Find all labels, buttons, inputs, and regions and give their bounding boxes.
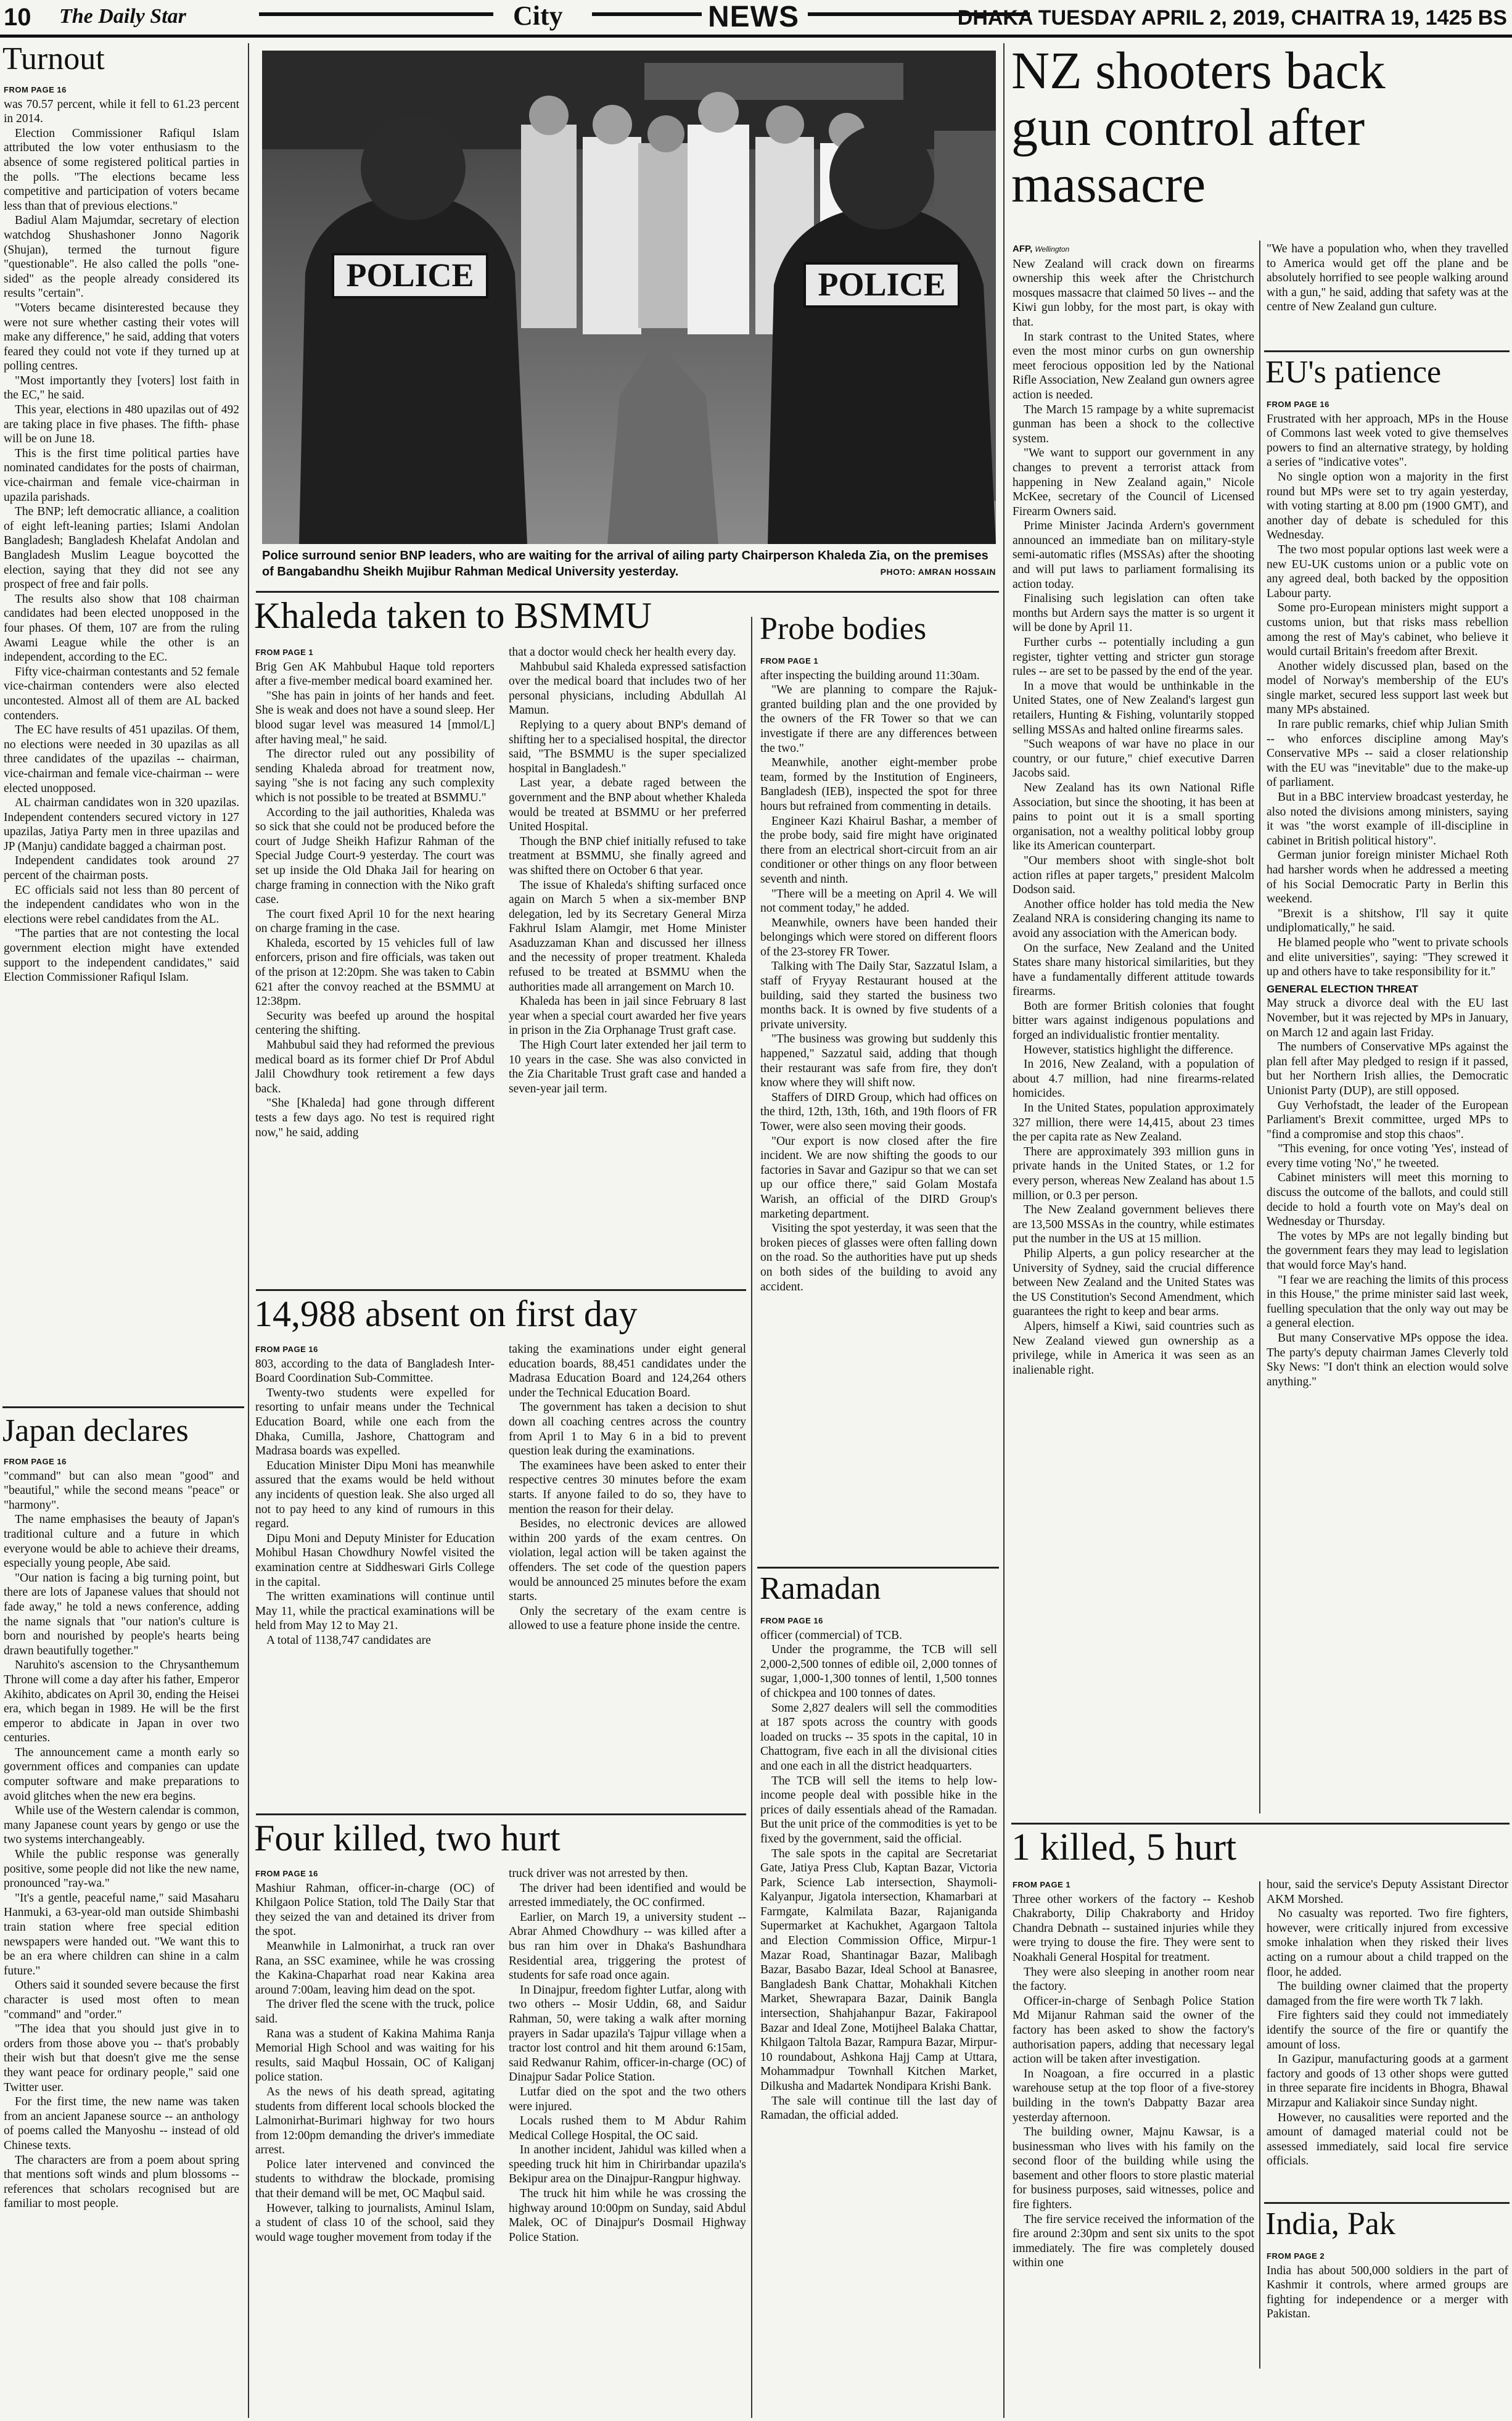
paragraph: "She has pain in joints of her hands and feet. She is weak and does not have a sound sleep. Her blood sugar level was measured 14 [mmol/L] after having meal," he said. (255, 689, 495, 746)
absent-col2 (509, 1342, 746, 1811)
eu-from: FROM PAGE 16 (1267, 400, 1329, 409)
absent-headline: 14,988 absent on first day (254, 1293, 638, 1334)
nz-col1 (1013, 242, 1254, 1815)
nz-col2 (1267, 242, 1508, 347)
turnout-body (4, 97, 239, 985)
paragraph: The court fixed April 10 for the next hearing on charge framing in the case. (255, 907, 495, 936)
paragraph: In another incident, Jahidul was killed when a speeding truck hit him in Chirirbandar upazila's Bekipur area on the Dinajpur-Rangpur highway. (509, 2143, 746, 2186)
japan-body (4, 1469, 239, 2211)
paragraph: They were also sleeping in another room near the factory. (1013, 1965, 1254, 1994)
paragraph: Lutfar died on the spot and the two others were injured. (509, 2085, 746, 2113)
paragraph: Badiul Alam Majumdar, secretary of election watchdog Shushashoner Jonno Nagorik (Shujan), termed the turnout figure "questionable". He also called the polls "one-sided" as the people already considered its results "certain". (4, 214, 239, 300)
khaleda-from: FROM PAGE 1 (255, 648, 314, 657)
khaleda-headline: Khaleda taken to BSMMU (254, 595, 652, 636)
paragraph: In a move that would be unthinkable in the United States, one of New Zealand's largest gun retailers, Hunting & Fishing, voluntarily stopped selling MSSAs and halted online firearms sales. (1013, 679, 1254, 736)
paragraph: However, talking to journalists, Aminul Islam, a student of class 10 of the school, said they would wage tougher movement from today if the (255, 2201, 495, 2244)
india-article (1267, 2249, 1508, 2419)
paragraph: The building owner claimed that the property damaged from the fire were worth Tk 7 lakh. (1267, 1980, 1508, 2008)
paragraph: Some pro-European ministers might support a customs union, but that risks mass rebellion among the rest of May's cabinet, who believe it would curtail Britain's freedom after Brexit. (1267, 601, 1508, 659)
paragraph: "Our members shoot with single-shot bolt action rifles at paper targets," president Malcolm Dodson said. (1013, 854, 1254, 897)
fourkilled-col2 (509, 1866, 746, 2419)
story-divider (1264, 2202, 1510, 2204)
paragraph: There are approximately 393 million guns in private hands in the United States, or 1.2 for every person, whereas New Zealand has about 1.5 million, or 0.3 per person. (1013, 1145, 1254, 1202)
india-from: FROM PAGE 2 (1267, 2251, 1325, 2261)
paragraph: Last year, a debate raged between the government and the BNP about whether Khaleda would be treated at BSMMU or her preferred United Hospital. (509, 777, 746, 834)
paragraph: Prime Minister Jacinda Ardern's government announced an immediate ban on military-style semi-automatic rifles (MSSAs) after the shooting and will put laws to parliament formalising its action today. (1013, 519, 1254, 591)
paragraph: No casualty was reported. Two fire fighters, however, were critically injured from excessive smoke inhalation when they risked their lives acting on a rumour about a child trapped on the floor, he added. (1267, 1907, 1508, 1979)
paragraph: hour, said the service's Deputy Assistant Director AKM Morshed. (1267, 1878, 1508, 1906)
paragraph: While the public response was generally positive, some people did not like the new name, pronounced "ray-wa." (4, 1848, 239, 1891)
fourkilled-col1-body (255, 1881, 495, 2245)
khaleda-col1-body (255, 660, 495, 1140)
paragraph: Cabinet ministers will meet this morning to discuss the outcome of the ballots, and could still decide to hold a fourth vote on May's deal on Wednesday or Thursday. (1267, 1171, 1508, 1229)
masthead: The Daily Star (59, 5, 186, 28)
paragraph: 803, according to the data of Bangladesh Inter-Board Coordination Sub-Committee. (255, 1357, 495, 1385)
paragraph: Both are former British colonies that fought bitter wars against indigenous populations and forged an individualistic frontier mentality. (1013, 999, 1254, 1042)
paragraph: Earlier, on March 19, a university student -- Abrar Ahmed Chowdhury -- was killed after a bus ran him over in Dhaka's Bashundhara Residential area, triggering the protest of students for safe road once again. (509, 1910, 746, 1982)
photo-caption: Police surround senior BNP leaders, who are waiting for the arrival of ailing party Chairperson Khaleda Zia, on the premises of Bangabandhu Sheikh Mujibur Rahman Medical University yesterday. (262, 549, 988, 579)
paragraph: Naruhito's ascension to the Chrysanthemum Throne will come a day after his father, Emperor Akihito, abdicates on April 30, ending the Heisei era, which began in 1989. He will be the first emperor to abdicate in Japan in over two centuries. (4, 1659, 239, 1745)
nz-place: Wellington (1035, 245, 1070, 254)
column-rule (1259, 241, 1260, 1813)
paragraph: "Most importantly they [voters] lost faith in the EC," he said. (4, 374, 239, 402)
paragraph: Rana was a student of Kakina Mahima Ranja Memorial High School and was waiting for his results, said Maqbul Hossain, OC of Kaliganj police station. (255, 2027, 495, 2084)
paragraph: Others said it sounded severe because the first character is used most often to mean "command" and "order." (4, 1979, 239, 2021)
paragraph: "The parties that are not contesting the local government election might have extended support to the independent candidates," said Election Commissioner Rafiqul Islam. (4, 927, 239, 984)
paragraph: Staffers of DIRD Group, which had offices on the third, 12th, 13th, 16th, and 19th floors of FR Tower, were also seen moving their goods. (760, 1091, 997, 1133)
paragraph: truck driver was not arrested by then. (509, 1867, 688, 1880)
paragraph: Brig Gen AK Mahbubul Haque told reporters after a five-member medical board examined her. (255, 660, 495, 688)
page-header (0, 0, 1512, 38)
column-rule (1259, 1881, 1260, 2369)
paragraph: after inspecting the building around 11:30am. (760, 669, 980, 682)
paragraph: But in a BBC interview broadcast yesterday, he also noted the divisions among ministers, saying it was "the worst example of ill-discipline in cabinet in British political history". (1267, 791, 1508, 848)
paragraph: The name emphasises the beauty of Japan's traditional culture and a future in which everyone would be able to achieve their dreams, especially young people, Abe said. (4, 1513, 239, 1570)
khaleda-col2-body (509, 645, 746, 1096)
story-divider (256, 591, 999, 593)
paragraph: "We have a population who, when they travelled to America would get off the plane and be absolutely horrified to see people walking around with a gun," he said, adding that safety was at the centre of New Zealand gun culture. (1267, 242, 1508, 314)
nz-col1-body (1013, 257, 1254, 1378)
paragraph: Mahbubul said Khaleda expressed satisfaction over the medical board that includes two of her personal physicians, including Abdullah Al Mamun. (509, 660, 746, 717)
paragraph: The announcement came a month early so government offices and companies can update computer software and make preparations to avoid glitches when the new era begins. (4, 1746, 239, 1803)
paragraph: Fire fighters said they could not immediately identify the source of the fire or quantify the amount of loss. (1267, 2009, 1508, 2052)
paragraph: "She [Khaleda] had gone through different tests a few days ago. No test is required right now," he said, adding (255, 1097, 495, 1139)
paragraph: In Noagoan, a fire occurred in a plastic warehouse setup at the top floor of a five-storey building in the town's Dabpatty Bazar area yesterday afternoon. (1013, 2067, 1254, 2124)
paragraph: Election Commissioner Rafiqul Islam attributed the low voter enthusiasm to the absence of some registered political parties in the polls. "The elections became less competitive and participation of voters became less than that of previous elections." (4, 126, 239, 213)
paragraph: A total of 1138,747 candidates are (266, 1633, 431, 1647)
paragraph: was 70.57 percent, while it fell to 61.23 percent in 2014. (4, 97, 239, 126)
paragraph: Fifty vice-chairman contestants and 52 female vice-chairman contenders were also elected uncontested. Almost all of them are AL backed contenders. (4, 665, 239, 722)
paragraph: that a doctor would check her health every day. (509, 646, 736, 659)
paragraph: Further curbs -- potentially including a gun register, tighter vetting and stricter gun storage rules -- are set to be passed by the end of the year. (1013, 636, 1254, 678)
paragraph: The director ruled out any possibility of sending Khaleda abroad for treatment now, saying "she is not facing any such complexity which is not possible to be treated at BSMMU." (255, 748, 495, 804)
eu-body2 (1267, 996, 1508, 1389)
paragraph: "This evening, for once voting 'Yes', instead of every time voting 'No'," he tweeted. (1267, 1142, 1508, 1170)
japan-from: FROM PAGE 16 (4, 1457, 67, 1466)
paragraph: The TCB will sell the items to help low-income people deal with possible hike in the prices of daily essentials ahead of the Ramadan. But the unit price of the commodities is yet to be fixed by the government, said the official. (760, 1774, 997, 1846)
news-photo (262, 51, 996, 544)
paragraph: officer (commercial) of TCB. (760, 1628, 902, 1642)
paragraph: Besides, no electronic devices are allowed within 200 yards of the exam centres. On violation, legal action will be taken against the offenders. The set code of the question papers would be announced 25 minutes before the exam starts. (509, 1517, 746, 1604)
paragraph: In Gazipur, manufacturing goods at a garment factory and goods of 13 other shops were gutted in three separate fire incidents in Bhogra, Bhawal Mirzapur and Kaliakoir since Sunday night. (1267, 2053, 1508, 2110)
dateline: DHAKA TUESDAY APRIL 2, 2019, CHAITRA 19, 1425 BS (957, 6, 1507, 30)
paragraph: The sale spots in the capital are Secretariat Gate, Jatiya Press Club, Kaptan Bazar, Victoria Park, Science Lab intersection, Shaymoli-Kalyanpur, Jigatola intersection, Khamarbari at Farmgate, Kalmilata Bazar, Rajaniganda Supermarket at Kachukhet, Agargaon Taltola and Election Commission Office, Mirpur-1 Mazar Road, Shantinagar Bazar, Malibagh Bazar, Basabo Bazar, Ideal School at Banasree, Bangladesh Bank Chattar, Mohakhali Kitchen Market, Shewrapara Bazar, Dainik Bangla intersection, Shahjahanpur Bazar, Fakirapool Bazar and Ideal Zone, Motijheel Balaka Chattar, Khilgaon Taltola Bazar, Rampura Bazar, Mirpur-10 roundabout, Ashkona Hajj Camp at Uttara, Mohammadpur Townhall Kitchen Market, Dilkusha and Madartek Nondipara Krishi Bank. (760, 1847, 997, 2093)
paragraph: Philip Alperts, a gun policy researcher at the University of Sydney, said the crucial difference between New Zealand and the United States was the US Constitution's Second Amendment, which guarantees the right to keep and bear arms. (1013, 1247, 1254, 1319)
paragraph: EC officials said not less than 80 percent of the independent candidates who won in the elections were rebel candidates from the AL. (4, 883, 239, 926)
header-rule-mid (592, 12, 702, 16)
paragraph: "Voters became disinterested because they were not sure whether casting their votes will make any difference," he said, adding that voters feared they could not vote if they turned up at polling centres. (4, 301, 239, 373)
paragraph: While use of the Western calendar is common, many Japanese count years by gengo or use the two systems interchangeably. (4, 1804, 239, 1847)
paragraph: Only the secretary of the exam centre is allowed to use a feature phone inside the centre. (509, 1604, 746, 1633)
nz-agency: AFP, (1013, 244, 1033, 254)
turnout-headline: Turnout (2, 41, 105, 76)
paragraph: But many Conservative MPs oppose the idea. The party's deputy chairman James Cleverly told Sky News: "I don't think an election would solve anything." (1267, 1332, 1508, 1388)
paragraph: Talking with The Daily Star, Sazzatul Islam, a staff of Fryyay Restaurant housed at the building, said they started the business two months back. It is owned by five students of a private university. (760, 960, 997, 1031)
eu-article (1267, 397, 1508, 1816)
paragraph: The EC have results of 451 upazilas. Of them, no elections were needed in 30 upazilas as all three candidates of the upazilas -- chairman, vice-chairman and female vice-chairman -- were elected unopposed. (4, 724, 239, 795)
paragraph: "command" but can also mean "good" and "beautiful," while the second means "peace" or "harmony". (4, 1469, 239, 1512)
vest-label-right: POLICE (818, 266, 946, 303)
fourkilled-col1 (255, 1866, 495, 2419)
paragraph: However, statistics highlight the difference. (1024, 1043, 1234, 1057)
probe-headline: Probe bodies (760, 611, 927, 646)
paragraph: The numbers of Conservative MPs against the plan fell after May pledged to resign if it passed, but her Northern Irish allies, the Democratic Unionist Party (DUP), are still opposed. (1267, 1041, 1508, 1097)
paragraph: The driver fled the scene with the truck, police said. (255, 1998, 495, 2026)
paragraph: India has about 500,000 soldiers in the part of Kashmir it controls, where armed groups are fighting for independence or a merger with Pakistan. (1267, 2264, 1508, 2321)
paragraph: The government has taken a decision to shut down all coaching centres across the country from April 1 to May 6 in a bid to prevent question leak during the examinations. (509, 1401, 746, 1458)
nz-headline-line-2: gun control after (1011, 97, 1365, 157)
page-number: 10 (4, 4, 31, 31)
paragraph: Though the BNP chief initially refused to take treatment at BSMMU, she finally agreed and was shifted there on October 6 that year. (509, 835, 746, 877)
paragraph: In rare public remarks, chief whip Julian Smith -- who enforces discipline among May's Conservative MPs -- said a closer relationship with the EU was "inevitable" due to the make-up of parliament. (1267, 718, 1508, 790)
paragraph: For the first time, the new name was taken from an ancient Japanese source -- an anthology of poems called the Manyoshu -- instead of old Chinese texts. (4, 2095, 239, 2152)
paragraph: "I fear we are reaching the limits of this process in this House," the prime minister said last week, fuelling speculation that the only way out may be a general election. (1267, 1273, 1508, 1330)
paragraph: "Such weapons of war have no place in our country, or our future," chief executive Darren Jacobs said. (1013, 738, 1254, 780)
absent-col1 (255, 1342, 495, 1811)
paragraph: The truck hit him while he was crossing the highway around 10:00pm on Sunday, said Abdul Malek, OC of Dinajpur's Dosmail Highway Police Station. (509, 2187, 746, 2244)
paragraph: "We want to support our government in any changes to prevent a terrorist attack from happening in New Zealand again," Nicole McKee, secretary of the Council of Licensed Firearm Owners said. (1013, 447, 1254, 518)
paragraph: The sale will continue till the last day of Ramadan, the official added. (760, 2094, 997, 2122)
paragraph: Independent candidates took around 27 percent of the chairman posts. (4, 854, 239, 883)
nz-byline (1013, 242, 1254, 257)
column-rule (248, 43, 249, 2418)
onekilled-from: FROM PAGE 1 (1013, 1880, 1071, 1889)
ramadan-from: FROM PAGE 16 (760, 1616, 823, 1625)
japan-headline: Japan declares (2, 1413, 189, 1448)
paragraph: AL chairman candidates won in 320 upazilas. Independent contenders secured victory in 127 upazilas, Jatiya Party men in three upazilas and JP (Manju) candidate bagged a chairman post. (4, 796, 239, 853)
paragraph: taking the examinations under eight general education boards, 88,451 candidates under the Madrasa Education Board and 124,264 others under the Technical Education Board. (509, 1343, 746, 1400)
probe-from: FROM PAGE 1 (760, 656, 819, 666)
paragraph: Three other workers of the factory -- Keshob Chakraborty, Dilip Chakraborty and Hridoy Chandra Debnath -- sustained injuries while they were trying to douse the fire. They were sent to Noakhali General Hospital for treatment. (1013, 1892, 1254, 1964)
paragraph: Locals rushed them to M Abdur Rahim Medical College Hospital, the OC said. (509, 2114, 746, 2142)
onekilled-col1-body (1013, 1892, 1254, 2270)
paragraph: Mashiur Rahman, officer-in-charge (OC) of Khilgaon Police Station, told The Daily Star that they seized the van and detained its driver from the spot. (255, 1881, 495, 1939)
probe-article (760, 654, 997, 1542)
paragraph: Mahbubul said they had reformed the previous medical board as its former chief Dr Prof Abdul Jalil Chowdhury took retirement a few days back. (255, 1039, 495, 1095)
story-divider (1264, 350, 1510, 352)
paragraph: In the United States, population approximately 327 million, there were 14,415, about 23 times the per capita rate as New Zealand. (1013, 1102, 1254, 1144)
paragraph: "We are planning to compare the Rajuk-granted building plan and the one provided by the owners of the FR Tower so that we can investigate if there are any differences between the two." (760, 683, 997, 755)
paragraph: Guy Verhofstadt, the leader of the European Parliament's Brexit committee, urged MPs to "find a compromise and stop this chaos". (1267, 1099, 1508, 1141)
paragraph: Frustrated with her approach, MPs in the House of Commons last week voted to give themselves powers to find an alternative strategy, by holding a series of "indicative votes". (1267, 412, 1508, 469)
paragraph: The issue of Khaleda's shifting surfaced once again on March 5 when a six-member BNP delegation, led by its Secretary General Mirza Fakhrul Islam Alamgir, met Home Minister Asaduzzaman Khan and discussed her illness and the necessity of proper treatment. Khaleda refused to be treated at BSMMU when the authorities made all arrangement on March 10. (509, 878, 746, 994)
paragraph: Dipu Moni and Deputy Minister for Education Mohibul Hasan Chowdhury Nowfel visited the examination centre at Siddheswari Girls College in the capital. (255, 1532, 495, 1589)
paragraph: Some 2,827 dealers will sell the commodities at 187 spots across the country with goods loaded on trucks -- 35 spots in the capital, 10 in Chattogram, five each in all the divisional cities and one each in all the district headquarters. (760, 1701, 997, 1773)
paragraph: The votes by MPs are not legally binding but the government fears they may lead to legislation that would force May's hand. (1267, 1229, 1508, 1272)
nz-headline (1011, 42, 1386, 212)
paragraph: May struck a divorce deal with the EU last November, but it was rejected by MPs in January, on March 12 and again last Friday. (1267, 997, 1508, 1039)
paragraph: The BNP; left democratic alliance, a coalition of eight left-leaning parties; Islami Andolan Bangladesh; Bangladesh Khelafat Andolan and Bangladesh Muslim League boycotted the election, saying that they did not see any prospect of free and fair polls. (4, 505, 239, 592)
photo-credit: PHOTO: AMRAN HOSSAIN (880, 567, 996, 577)
paragraph: This year, elections in 480 upazilas out of 492 are taking place in five phases. The fifth- phase will be on June 18. (4, 403, 239, 446)
paragraph: The written examinations will continue until May 11, while the practical examinations will be held from May 12 to May 21. (255, 1590, 495, 1633)
paragraph: Education Minister Dipu Moni has meanwhile assured that the exams would be held without any incidents of question leak. She also urged all not to pay heed to any kind of rumours in this regard. (255, 1459, 495, 1531)
paragraph: Officer-in-charge of Senbagh Police Station Md Mijanur Rahman said the owner of the factory has been asked to show the factory's authorisation papers, adding that necessary legal action will be taken after investigation. (1013, 1994, 1254, 2066)
paragraph: The building owner, Majnu Kawsar, is a businessman who lives with his family on the second floor of the building while using the basement and other floors to store plastic material for business purposes, said witnesses, police and fire fighters. (1013, 2126, 1254, 2212)
paragraph: "The idea that you should just give in to orders from those above you -- that's probably their wish but that doesn't give me the sense they want peace for ordinary people," said one Twitter user. (4, 2023, 239, 2094)
vest-label-left: POLICE (346, 257, 474, 294)
japan-article (4, 1454, 239, 2417)
paragraph: Twenty-two students were expelled for resorting to unfair means under the Technical Education Board, while one each from the Dhaka, Cumilla, Jashore, Chattogram and Madrasa boards was expelled. (255, 1386, 495, 1458)
turnout-from: FROM PAGE 16 (4, 85, 67, 94)
paragraph: The driver had been identified and would be arrested immediately, the OC confirmed. (509, 1881, 746, 1910)
paragraph: Another office holder has told media the New Zealand NRA is considering changing its name to avoid any association with the American body. (1013, 897, 1254, 940)
onekilled-col2-body (1267, 1878, 1508, 2169)
paragraph: In stark contrast to the United States, where even the most minor curbs on gun ownership meet ferocious opposition led by the National Rifle Association, New Zealand gun owners agree action is needed. (1013, 330, 1254, 402)
absent-col1-body (255, 1357, 495, 1648)
paragraph: "Our export is now closed after the fire incident. We are now shifting the goods to our factories in Savar and Gazipur so that we can set up our office there," said Golam Mostafa Warish, an official of the DIRD Group's marketing department. (760, 1134, 997, 1221)
section-band: NEWS (708, 1, 799, 33)
story-divider (256, 1289, 746, 1291)
story-divider (1011, 1823, 1510, 1825)
paragraph: Khaleda, escorted by 15 vehicles full of law enforcers, prison and fire officials, was taken out of the prison at 12:20pm. She was taken to Cabin 621 after the convoy reached at the BSMMU at 12:38pm. (255, 936, 495, 1008)
paragraph: In 2016, New Zealand, with a population of about 4.7 million, had nine firearms-related homicides. (1013, 1058, 1254, 1100)
paragraph: According to the jail authorities, Khaleda was so sick that she could not be produced before the court of Judge Sheikh Hafizur Rahman of the Special Judge Court-9 yesterday. The court was set up inside the Old Dhaka Jail for hearing on charge framing in connection with the Niko graft case. (255, 806, 495, 907)
story-divider (256, 1813, 746, 1815)
absent-from: FROM PAGE 16 (255, 1345, 318, 1354)
paragraph: Another widely discussed plan, based on the model of Norway's membership of the EU's single market, secured less support last week but many MPs abstained. (1267, 659, 1508, 717)
paragraph: As the news of his death spread, agitating students from different local schools blocked the Lalmonirhat-Burimari highway for two hours from 12:00pm demanding the driver's immediate arrest. (255, 2085, 495, 2157)
header-rule-left (259, 12, 493, 16)
paragraph: "Our nation is facing a big turning point, but there are lots of Japanese values that should not fade away," he told a news conference, adding the name signals that "our nation's culture is born and nourished by people's hearts being drawn beautifully together." (4, 1571, 239, 1657)
paragraph: Replying to a query about BNP's demand of shifting her to a specialised hospital, the director said, "The BSMMU is the super specialized hospital in Bangladesh." (509, 718, 746, 775)
ramadan-article (760, 1614, 997, 2419)
eu-headline: EU's patience (1265, 355, 1442, 390)
probe-body (760, 669, 997, 1295)
paragraph: This is the first time political parties have nominated candidates for the posts of chairman, vice-chairman and female vice-chairman in upazila parishads. (4, 447, 239, 504)
photo-illustration (262, 51, 996, 544)
paragraph: Meanwhile, another eight-member probe team, formed by the Institution of Engineers, Bangladesh (IEB), inspected the spot for three hours but refrained from commenting in details. (760, 756, 997, 813)
paragraph: The High Court later extended her jail term to 10 years in the case. She was also convicted in the Zia Charitable Trust graft case and handed a seven-year jail term. (509, 1039, 746, 1095)
khaleda-col1 (255, 645, 495, 1262)
onekilled-col2 (1267, 1878, 1508, 2198)
india-body (1267, 2264, 1508, 2322)
paragraph: Under the programme, the TCB will sell 2,000-2,500 tonnes of edible oil, 2,000 tonnes of sugar, 1,000-1,300 tonnes of lentil, 1,500 tonnes of chickpea and 100 tonnes of dates. (760, 1643, 997, 1700)
ramadan-headline: Ramadan (760, 1571, 881, 1606)
paragraph: No single option won a majority in the first round but MPs were set to try again yesterday, with voting starting at 8.00 pm (1900 GMT), and another day of debate is scheduled for this Wednesday. (1267, 470, 1508, 542)
paragraph: He blamed people who "went to private schools and elite universities", saying: "They screwed it up and others have to take responsibility for it." (1267, 936, 1508, 979)
paragraph: The characters are from a poem about spring that mentions soft winds and plum blossoms -- references that scholars recognised but are familiar to most people. (4, 2153, 239, 2211)
paragraph: Security was beefed up around the hospital centering the shifting. (255, 1009, 495, 1037)
story-divider (757, 1567, 999, 1569)
fourkilled-from: FROM PAGE 16 (255, 1869, 318, 1878)
fourkilled-headline: Four killed, two hurt (254, 1818, 561, 1858)
paragraph: Meanwhile, owners have been handed their belongings which were stored on different floors of the 23-storey FR Tower. (760, 916, 997, 959)
nz-col2-body (1267, 242, 1508, 315)
paragraph: However, no causalities were reported and the amount of damaged material could not be assessed immediately, said local fire service officials. (1267, 2111, 1508, 2168)
paragraph: Engineer Kazi Khairul Bashar, a member of the probe body, said fire might have originated there from an electrical short-circuit from an air conditioner or other things on any floor between seventh and ninth. (760, 814, 997, 886)
paragraph: In Dinajpur, freedom fighter Lutfar, along with two others -- Mosir Uddin, 68, and Saidur Rahman, 50, were taking a walk after morning prayers in Sadar upazila's Tajpur village when a tractor lost control and hit them around 6:15am, said Redwanur Rahim, officer-in-charge (OC) of Dinajpur Sadar Police Station. (509, 1983, 746, 2084)
column-rule (1003, 43, 1005, 2418)
paragraph: Visiting the spot yesterday, it was seen that the broken pieces of glasses were often falling down on the road. So the authorities have put up sheds on both sides of the building to avoid any accident. (760, 1222, 997, 1293)
story-divider (2, 1406, 244, 1408)
paragraph: The results also show that 108 chairman candidates had been elected unopposed in the four phases. Of them, 107 are from the ruling Awami League while the other is an independent, according to the EC. (4, 592, 239, 664)
paragraph: "It's a gentle, peaceful name," said Masaharu Hanmuki, a 63-year-old man outside Shimbashi train station where free special edition newspapers were handed out. "We want this to be an era where children can shine in a calm future." (4, 1891, 239, 1978)
section-name: City (513, 1, 563, 31)
paragraph: "The business was growing but suddenly this happened," Sazzatul said, adding that though their restaurant was safe from fire, they don't know where they will shift now. (760, 1033, 997, 1090)
eu-subhead: GENERAL ELECTION THREAT (1267, 983, 1418, 995)
turnout-article (4, 83, 239, 1403)
paragraph: "Brexit is a shitshow, I'll say it quite undiplomatically," he said. (1267, 907, 1508, 935)
paragraph: Meanwhile in Lalmonirhat, a truck ran over Rana, an SSC examinee, while he was crossing the Kakina-Chaparhat road near Kakina area around 7:00am, leaving him dead on the spot. (255, 1939, 495, 1997)
paragraph: New Zealand will crack down on firearms ownership this week after the Christchurch mosques massacre that claimed 50 lives -- and the Kiwi gun lobby, for the most part, is okay with that. (1013, 257, 1254, 329)
absent-col2-body (509, 1342, 746, 1633)
nz-headline-line-3: massacre (1011, 154, 1206, 213)
paragraph: Police later intervened and convinced the students to withdraw the blockade, promising that their demand will be met, OC Maqbul said. (255, 2158, 495, 2201)
onekilled-col1 (1013, 1878, 1254, 2419)
paragraph: Alpers, himself a Kiwi, said countries such as New Zealand viewed gun ownership as a privilege, while in America it was seen as an inalienable right. (1013, 1319, 1254, 1377)
nz-headline-line-1: NZ shooters back (1011, 41, 1386, 100)
onekilled-headline: 1 killed, 5 hurt (1011, 1826, 1237, 1868)
paragraph: The New Zealand government believes there are 13,500 MSSAs in the country, while estimates put the number in the US at 15 million. (1013, 1203, 1254, 1246)
paragraph: The fire service received the information of the fire around 2:30pm and sent six units to the spot immediately. The fire was completely doused within one (1013, 2213, 1254, 2270)
paragraph: On the surface, New Zealand and the United States share many historical similarities, but they have a fundamentally different attitude towards firearms. (1013, 941, 1254, 999)
column-rule (751, 617, 752, 2418)
photo-caption-block (262, 548, 996, 585)
ramadan-body (760, 1628, 997, 2123)
eu-body (1267, 412, 1508, 980)
paragraph: New Zealand has its own National Rifle Association, but since the shooting, it has been at pains to point out it is a small sporting organisation, not a wealthy political lobby group like its American counterpart. (1013, 781, 1254, 853)
paragraph: Khaleda has been in jail since February 8 last year when a special court awarded her five years in prison in the Zia Orphanage Trust graft case. (509, 995, 746, 1037)
paragraph: "There will be a meeting on April 4. We will not comment today," he added. (760, 887, 997, 915)
paragraph: The examinees have been asked to enter their respective centres 30 minutes before the exam starts. If anyone failed to do so, they have to mention the reason for their delay. (509, 1459, 746, 1516)
paragraph: German junior foreign minister Michael Roth had harsher words when he addressed a meeting of his Social Democratic Party in Berlin this weekend. (1267, 849, 1508, 906)
fourkilled-col2-body (509, 1866, 746, 2245)
paragraph: Finalising such legislation can often take months but Ardern says the matter is so urgent it will be done by April 11. (1013, 592, 1254, 635)
khaleda-col2 (509, 645, 746, 1262)
india-headline: India, Pak (1265, 2206, 1395, 2242)
paragraph: The two most popular options last week were a new EU-UK customs union or a public vote on any agreed deal, both backed by the opposition Labour party. (1267, 543, 1508, 600)
paragraph: The March 15 rampage by a white supremacist gunman has been a shock to the collective system. (1013, 403, 1254, 445)
